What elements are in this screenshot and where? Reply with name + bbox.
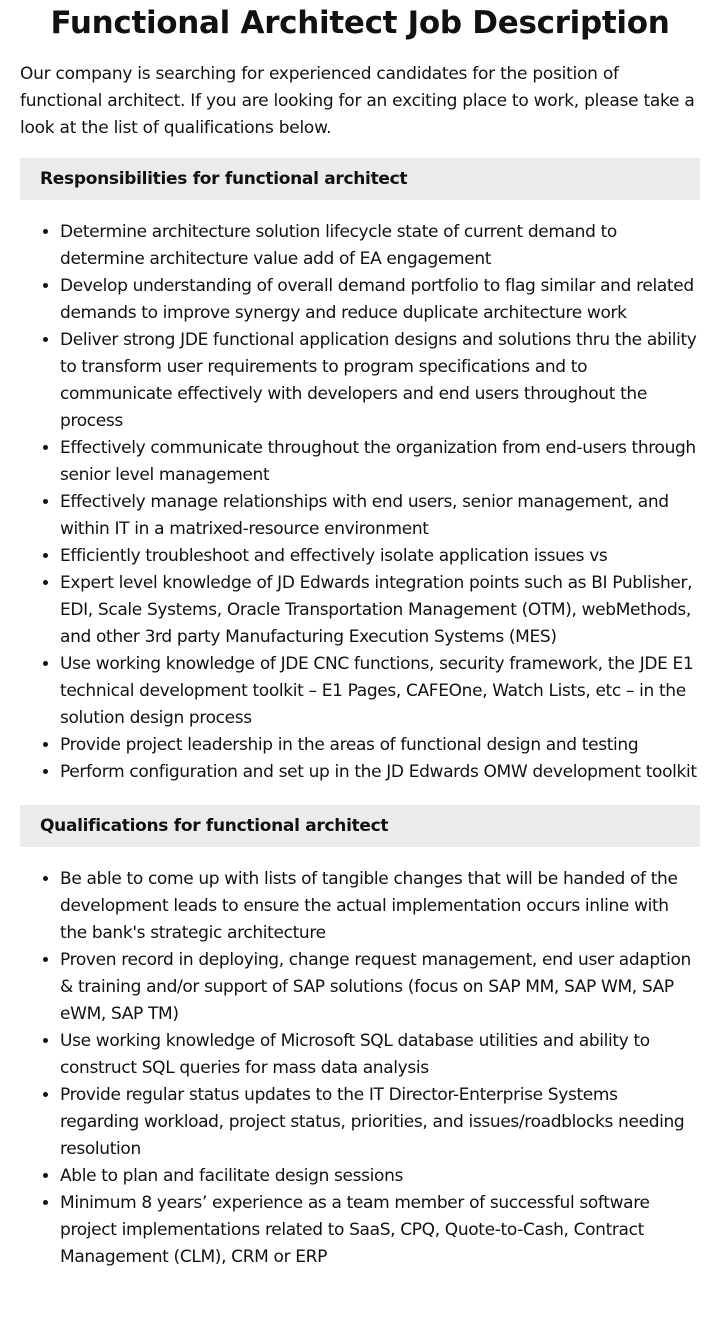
qualifications-heading: Qualifications for functional architect — [20, 805, 700, 847]
responsibilities-list — [20, 219, 700, 786]
list-item: • Minimum 8 years’ experience as a team member of successful software project implementations related to SaaS, CPQ, Quote-to-Cash, Contract Management (CLM), CRM or ERP — [60, 1190, 700, 1271]
intro-paragraph: Our company is searching for experienced candidates for the position of functional architect. If you are looking for an exciting place to work, please take a look at the list of qualifications below. — [20, 64, 695, 138]
list-item: • Efficiently troubleshoot and effectively isolate application issues vs — [60, 543, 700, 570]
list-item: • Be able to come up with lists of tangible changes that will be handed of the development leads to ensure the actual implementation occurs inline with the bank's strategic architecture — [60, 866, 700, 947]
list-item: • Effectively manage relationships with end users, senior management, and within IT in a matrixed-resource environment — [60, 489, 700, 543]
responsibilities-heading: Responsibilities for functional architect — [20, 158, 700, 200]
list-item: • Develop understanding of overall demand portfolio to flag similar and related demands to improve synergy and reduce duplicate architecture work — [60, 273, 700, 327]
list-item: • Determine architecture solution lifecycle state of current demand to determine architecture value add of EA engagement — [60, 219, 700, 273]
list-item: • Use working knowledge of Microsoft SQL database utilities and ability to construct SQL queries for mass data analysis — [60, 1028, 700, 1082]
list-item: • Effectively communicate throughout the organization from end-users through senior level management — [60, 435, 700, 489]
list-item: • Able to plan and facilitate design sessions — [60, 1163, 700, 1190]
list-item: • Provide project leadership in the areas of functional design and testing — [60, 732, 700, 759]
list-item: • Deliver strong JDE functional application designs and solutions thru the ability to transform user requirements to program specifications and to communicate effectively with developers and end users throughout the process — [60, 327, 700, 435]
qualifications-list — [20, 866, 700, 1271]
list-item: • Perform configuration and set up in the JD Edwards OMW development toolkit — [60, 759, 700, 786]
list-item: • Proven record in deploying, change request management, end user adaption & training and/or support of SAP solutions (focus on SAP MM, SAP WM, SAP eWM, SAP TM) — [60, 947, 700, 1028]
list-item: • Expert level knowledge of JD Edwards integration points such as BI Publisher, EDI, Scale Systems, Oracle Transportation Management (OTM), webMethods, and other 3rd party Manufacturing Execution Systems (MES) — [60, 570, 700, 651]
list-item: • Provide regular status updates to the IT Director-Enterprise Systems regarding workload, project status, priorities, and issues/roadblocks needing resolution — [60, 1082, 700, 1163]
list-item: • Use working knowledge of JDE CNC functions, security framework, the JDE E1 technical development toolkit – E1 Pages, CAFEOne, Watch Lists, etc – in the solution design process — [60, 651, 700, 732]
page-title: Functional Architect Job Description — [50, 5, 670, 41]
